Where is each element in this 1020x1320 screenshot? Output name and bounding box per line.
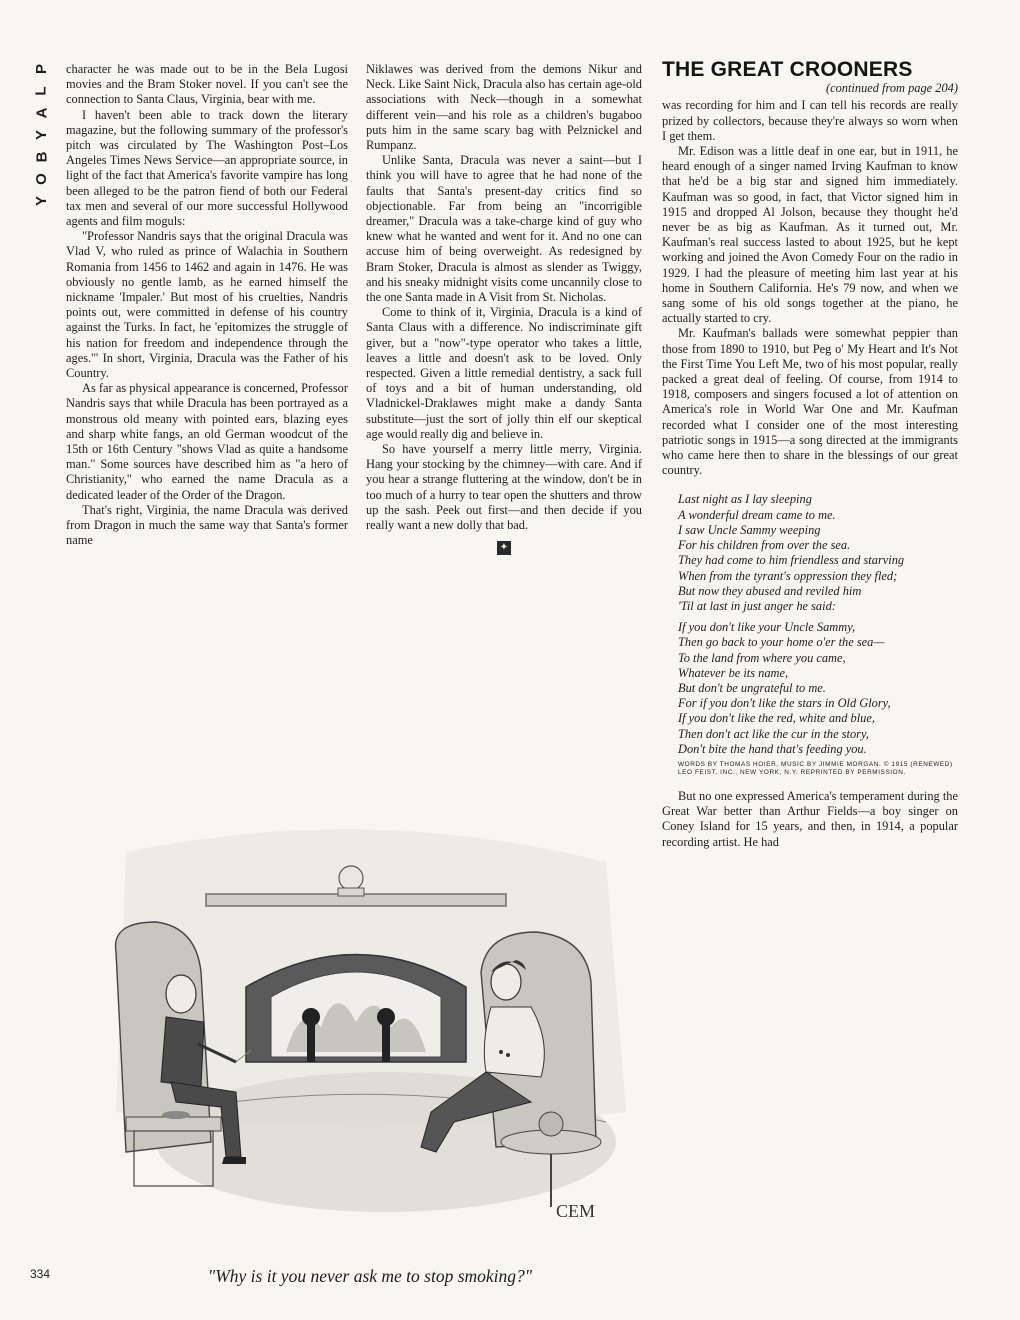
paragraph: So have yourself a merry little merry, Virginia. Hang your stocking by the chimney—with care. And if you hear a strange fluttering at the window, don't be in too much of a hurry to tear open the shutters and throw up the sash. Peek out first—and then decide if you really want a new dolly that bad.	[366, 442, 642, 533]
lyric-line: For his children from over the sea.	[678, 538, 851, 553]
paragraph: Unlike Santa, Dracula was never a saint—but I think you will have to agree that he had none of the faults that Santa's present-day critics find so objectionable. Far from being an "incorrigible dreamer," Dracula was a take-charge kind of guy who knew what he wanted and went for it. And no one can accuse him of being overweight. As redesigned by Bram Stoker, Dracula is almost as slender as Twiggy, and his sneaky midnight visits come uncannily close to the one Santa made in A Visit from St. Nicholas.	[366, 153, 642, 305]
cartoon-signature: CEM	[556, 1201, 596, 1221]
lyric-line: A wonderful dream came to me.	[678, 507, 836, 522]
paragraph: Mr. Edison was a little deaf in one ear, but in 1911, he heard enough of a singer named Irving Kaufman to know that he'd be a big star and signed him immediately. Kaufman was so good, in fact, that Victor signed him in 1915 and dropped Al Jolson, because they thought he'd never be as big as Kaufman. As it turned out, Mr. Kaufman's real success lasted to about 1925, but he kept working and joined the Avon Comedy Four on the radio in 1929. I had the pleasure of meeting him last year at his home in Southern California. He's 79 now, and when we sang some of his old songs together at the piano, he actually started to cry.	[662, 144, 958, 326]
paragraph: "Professor Nandris says that the original Dracula was Vlad V, who ruled as prince of Walachia in Southern Romania from 1456 to 1462 and again in 1476. He was obviously no gentle lamb, as he earned himself the nickname 'Impaler.' But most of his cruelties, Nandris points out, were committed in defense of his country against the Turks. In fact, he 'epitomizes the struggle of his nation for freedom and independence through the ages.'" In short, Virginia, Dracula was the Father of his Country.	[66, 229, 348, 381]
article-headline: THE GREAT CROONERS	[662, 58, 913, 81]
paragraph: character he was made out to be in the Bela Lugosi movies and the Bram Stoker novel. If you can't see the connection to Santa Claus, Virginia, bear with me.	[66, 62, 348, 107]
page-number: 334	[30, 1267, 51, 1281]
lyrics-verse-1	[678, 492, 958, 614]
song-lyrics	[678, 492, 958, 756]
lyric-line: If you don't like the red, white and blue,	[678, 711, 875, 726]
column-3-paragraphs-before	[662, 98, 958, 478]
lyric-line: Whatever be its name,	[678, 665, 789, 680]
masthead-letter: L	[32, 86, 50, 96]
lyric-line: Then don't act like the cur in the story,	[678, 726, 869, 741]
paragraph: Come to think of it, Virginia, Dracula is a kind of Santa Claus with a difference. No indiscriminate gift giver, but a "now"-type operator who takes a little, leaves a little and doesn't ask to be loved. Only respected. Given a little remedial dentistry, a sack full of toys and a bit of human understanding, old Vladnickel-Draklawes might make a dandy Santa substitute—just the sort of jolly thin elf our skeptical age would really dig and believe in.	[366, 305, 642, 441]
lyric-line: I saw Uncle Sammy weeping	[678, 522, 821, 537]
lyric-line: If you don't like your Uncle Sammy,	[678, 620, 856, 635]
end-mark-icon: ✦	[497, 541, 511, 555]
lyric-line: But don't be ungrateful to me.	[678, 680, 826, 695]
paragraph: Mr. Kaufman's ballads were somewhat peppier than those from 1890 to 1910, but Peg o' My Heart and It's Not the First Time You Left Me, two of his most popular, really packed a great deal of feeling. Of course, from 1914 to 1918, composers and singers focused a lot of attention on America's role in World War One and Mr. Kaufman recorded what I consider one of the most interesting patriotic songs in 1915—a song directed at the immigrants who came here then to share in the blessings of our great country.	[662, 326, 958, 478]
lyric-line: Last night as I lay sleeping	[678, 492, 812, 507]
paragraph: As far as physical appearance is concerned, Professor Nandris says that while Dracula has been portrayed as a monstrous old meany with pointed ears, blazing eyes and sharp white fangs, an old German woodcut of the 15th or 16th Century "shows Vlad as quite a handsome man." Some sources have described him as "a hero of Christianity," who earned the name Dracula as a dedicated leader of the Order of the Dragon.	[66, 381, 348, 502]
paragraph: was recording for him and I can tell his records are really prized by collectors, because they're always so worn when I get them.	[662, 98, 958, 143]
masthead-letter: B	[33, 151, 50, 163]
masthead-letter: Y	[32, 129, 50, 141]
lyrics-verse-2	[678, 620, 958, 757]
masthead-letter: A	[33, 107, 50, 119]
paragraph: That's right, Virginia, the name Dracula was derived from Dragon in much the same way that Santa's former name	[66, 502, 348, 548]
lyric-line: Then go back to your home o'er the sea—	[678, 635, 885, 650]
cartoon-illustration	[86, 812, 646, 1244]
masthead-letter: P	[32, 63, 50, 75]
lyric-line: They had come to him friendless and starving	[678, 553, 905, 568]
cartoon-caption: "Why is it you never ask me to stop smoking?"	[207, 1266, 533, 1286]
song-credit: WORDS BY THOMAS HOIER, MUSIC BY JIMMIE MORGAN. © 1915 (RENEWED) LEO FEIST, INC., NEW YORK, N.Y. REPRINTED BY PERMISSION.	[678, 760, 953, 776]
article-column-3	[662, 58, 958, 850]
lyric-line: To the land from where you came,	[678, 650, 846, 665]
article-column-1	[66, 62, 348, 549]
lyric-line: But now they abused and reviled him	[678, 583, 862, 598]
column-3-paragraphs-after	[662, 789, 958, 850]
column-2-paragraphs	[366, 62, 642, 533]
masthead-letter: Y	[32, 195, 50, 207]
continued-note: (continued from page 204)	[825, 81, 958, 96]
masthead-letter: O	[32, 173, 50, 185]
lyric-line: 'Til at last in just anger he said:	[678, 598, 836, 613]
lyric-line: For if you don't like the stars in Old Glory,	[678, 696, 891, 711]
paragraph: I haven't been able to track down the literary magazine, but the following summary of the professor's pitch was circulated by The Washington Post–Los Angeles Times News Service—an appropriate source, in light of the fact that America's favorite vampire has long been alleged to be the patron fiend of both our Federal tax men and several of our more successful Hollywood agents and film moguls:	[66, 107, 348, 229]
lyric-line: Don't bite the hand that's feeding you.	[678, 741, 867, 756]
paragraph: Niklawes was derived from the demons Nikur and Neck. Like Saint Nick, Dracula also has certain age-old associations with Neck—though in a somewhat different vein—and his role as a children's bugaboo puts him in the same scary bag with Pelznickel and Rumpanz.	[366, 62, 642, 153]
playboy-masthead	[30, 58, 54, 212]
article-column-2	[366, 62, 642, 555]
paragraph: But no one expressed America's temperament during the Great War better than Arthur Fields—a boy singer on Coney Island for 15 years, and then, in 1914, a popular recording artist. He had	[662, 788, 958, 849]
lyric-line: When from the tyrant's oppression they fled;	[678, 568, 898, 583]
